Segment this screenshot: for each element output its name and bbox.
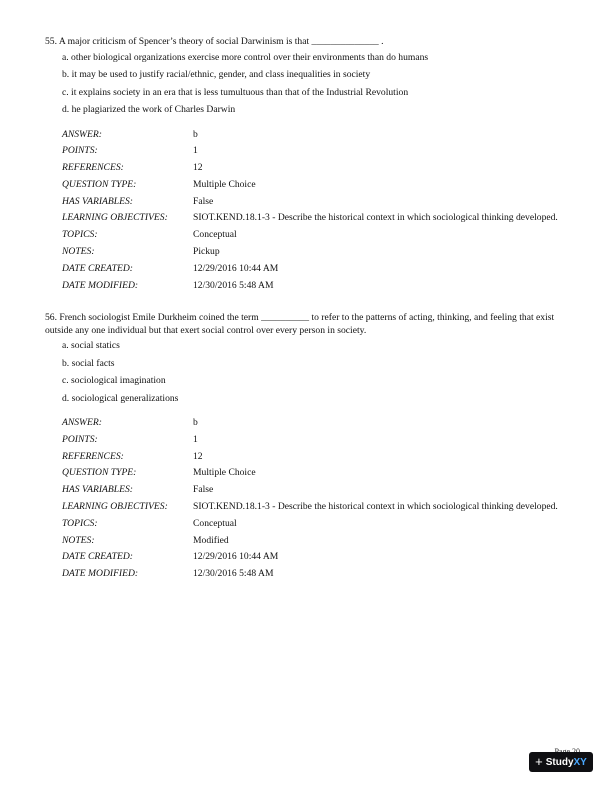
meta-value: Multiple Choice: [193, 178, 256, 190]
meta-value: Multiple Choice: [193, 467, 256, 479]
meta-label: ANSWER:: [62, 417, 102, 428]
option-d: d. sociological generalizations: [62, 392, 179, 404]
meta-label: QUESTION TYPE:: [62, 178, 137, 190]
meta-notes: [62, 246, 565, 259]
meta-notes: [62, 535, 565, 548]
meta-topics: [62, 518, 565, 531]
studyxy-badge[interactable]: [529, 752, 593, 772]
meta-label: DATE CREATED:: [62, 551, 133, 563]
meta-answer: [62, 417, 565, 430]
meta-label: TOPICS:: [62, 517, 98, 529]
question-stem: 55. A major criticism of Spencer’s theory of social Darwinism is that ______________ .: [45, 36, 384, 47]
meta-points: [62, 145, 565, 158]
meta-value: Pickup: [193, 246, 220, 258]
meta-value: 1: [193, 145, 198, 157]
option-d: d. he plagiarized the work of Charles Darwin: [62, 104, 236, 115]
meta-value: 12: [193, 162, 203, 174]
meta-label: DATE MODIFIED:: [62, 568, 139, 580]
meta-label: HAS VARIABLES:: [62, 195, 133, 207]
meta-has-variables: [62, 196, 565, 209]
option-b: b. it may be used to justify racial/ethnic, gender, and class inequalities in society: [62, 69, 371, 80]
plus-icon: +: [535, 754, 543, 769]
meta-date-modified: [62, 280, 565, 293]
meta-label: LEARNING OBJECTIVES:: [62, 212, 168, 224]
meta-date-created: [62, 551, 565, 564]
meta-value: 12/29/2016 10:44 AM: [193, 262, 279, 274]
meta-label: LEARNING OBJECTIVES:: [62, 500, 168, 512]
meta-value: False: [193, 484, 214, 496]
question-stem: 56. French sociologist Emile Durkheim coined the term __________ to refer to the patterns of acting, thinking, and feeling that exist outside any one individual but that exert social control over every person in society.: [45, 312, 555, 336]
meta-label: REFERENCES:: [62, 162, 124, 174]
meta-value: False: [193, 195, 214, 207]
meta-has-variables: [62, 484, 565, 497]
meta-topics: [62, 229, 565, 242]
question-metadata: [62, 417, 565, 581]
meta-date-modified: [62, 568, 565, 581]
meta-value: Conceptual: [193, 517, 237, 529]
meta-value: SIOT.KEND.18.1-3 - Describe the historical context in which sociological thinking developed.: [193, 500, 558, 512]
meta-value: 1: [193, 433, 198, 445]
meta-value: 12: [193, 450, 203, 462]
meta-learning-objectives: [62, 212, 565, 225]
brand-accent: XY: [573, 756, 587, 768]
meta-value: Conceptual: [193, 229, 237, 241]
brand-name: Study: [545, 756, 574, 768]
meta-label: ANSWER:: [62, 128, 102, 140]
answer-options: [62, 340, 565, 405]
meta-value: 12/29/2016 10:44 AM: [193, 551, 279, 563]
meta-value: b: [193, 417, 198, 428]
option-c: c. sociological imagination: [62, 375, 166, 386]
meta-label: POINTS:: [62, 145, 98, 157]
meta-label: REFERENCES:: [62, 450, 124, 462]
meta-answer: [62, 129, 565, 142]
question-metadata: [62, 129, 565, 293]
meta-value: 12/30/2016 5:48 AM: [193, 568, 274, 580]
meta-references: [62, 162, 565, 175]
meta-label: TOPICS:: [62, 229, 98, 241]
meta-label: POINTS:: [62, 433, 98, 445]
meta-value: b: [193, 128, 198, 140]
question-56: [45, 312, 565, 585]
meta-label: NOTES:: [62, 246, 95, 258]
answer-options: [62, 52, 565, 117]
meta-value: Modified: [193, 534, 229, 546]
meta-value: SIOT.KEND.18.1-3 - Describe the historical context in which sociological thinking developed.: [193, 212, 558, 224]
meta-label: HAS VARIABLES:: [62, 484, 133, 496]
meta-question-type: [62, 467, 565, 480]
meta-label: NOTES:: [62, 534, 95, 546]
meta-learning-objectives: [62, 501, 565, 514]
meta-points: [62, 434, 565, 447]
option-c: c. it explains society in an era that is less tumultuous than that of the Industrial Revolution: [62, 86, 409, 98]
meta-value: 12/30/2016 5:48 AM: [193, 279, 274, 291]
option-b: b. social facts: [62, 357, 115, 369]
meta-question-type: [62, 179, 565, 192]
option-a: a. social statics: [62, 340, 120, 351]
meta-label: DATE CREATED:: [62, 262, 133, 274]
meta-references: [62, 451, 565, 464]
option-a: a. other biological organizations exercise more control over their environments than do humans: [62, 51, 429, 63]
question-55: [45, 36, 565, 296]
meta-date-created: [62, 263, 565, 276]
meta-label: QUESTION TYPE:: [62, 467, 137, 479]
meta-label: DATE MODIFIED:: [62, 279, 139, 291]
